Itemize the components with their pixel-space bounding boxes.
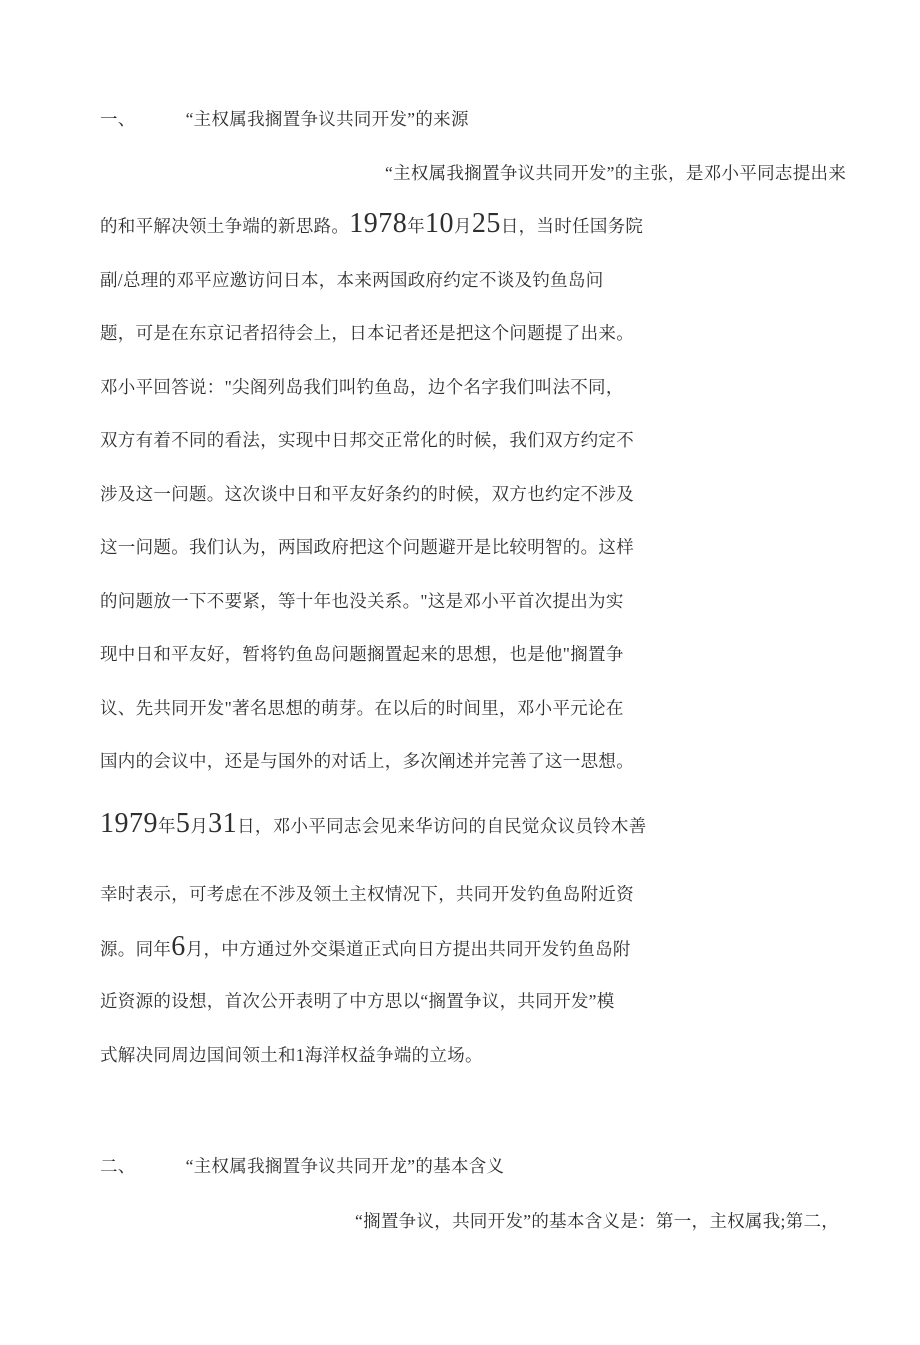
text-segment: 议、先共同开发"著名思想的萌芽。在以后的时间里，邓小平元论在 — [100, 698, 624, 718]
date-number: 10 — [425, 208, 455, 239]
text-segment: 幸时表示，可考虑在不涉及领土主权情况下，共同开发钓鱼岛附近资 — [100, 884, 634, 904]
p1-line-3 — [100, 272, 604, 290]
text-segment: 的问题放一下不要紧，等十年也没关系。"这是邓小平首次提出为实 — [100, 591, 624, 611]
p1-line-6 — [100, 432, 634, 450]
text-segment: 源。同年 — [100, 939, 172, 959]
p1-line-1 — [385, 165, 846, 183]
p1-line-15 — [100, 933, 631, 961]
p1-line-16 — [100, 993, 615, 1011]
text-segment: 年 — [407, 216, 426, 236]
p1-line-17 — [100, 1047, 483, 1065]
text-segment: 题，可是在东京记者招待会上，日本记者还是把这个问题提了出来。 — [100, 323, 634, 343]
p1-line-5 — [100, 379, 624, 397]
text-segment: 月 — [190, 816, 209, 836]
section-1-heading — [100, 111, 469, 129]
p1-line-11 — [100, 700, 624, 718]
p1-line-13 — [100, 810, 647, 838]
p1-line-2 — [100, 210, 643, 238]
text-segment: “主权属我搁置争议共同开发”的主张，是邓小平同志提出来 — [385, 163, 847, 183]
date-number: 5 — [175, 808, 191, 839]
text-segment: 涉及这一问题。这次谈中日和平友好条约的时候，双方也约定不涉及 — [100, 484, 634, 504]
text-segment: “主权属我搁置争议共同开龙”的基本含义 — [185, 1156, 505, 1176]
p1-line-12 — [100, 753, 634, 771]
date-number: 25 — [471, 208, 501, 239]
text-segment: 近资源的设想，首次公开表明了中方思以“搁置争议，共同开发”模 — [100, 991, 615, 1011]
p1-line-10 — [100, 646, 624, 664]
text-segment: 这一问题。我们认为，两国政府把这个问题避开是比较明智的。这样 — [100, 537, 634, 557]
section-2-heading — [100, 1158, 504, 1176]
text-segment: 一、 — [100, 109, 136, 129]
p1-line-9 — [100, 593, 624, 611]
text-segment: 日，当时任国务院 — [500, 216, 644, 236]
p2-line-1 — [355, 1213, 839, 1231]
text-segment: 现中日和平友好，暂将钓鱼岛问题搁置起来的思想，也是他"搁置争 — [100, 644, 624, 664]
date-number: 1979 — [100, 808, 158, 839]
text-segment: “主权属我搁置争议共同开发”的来源 — [185, 109, 469, 129]
text-segment: 月，中方通过外交渠道正式向日方提出共同开发钓鱼岛附 — [185, 939, 631, 959]
p1-line-14 — [100, 886, 634, 904]
text-segment: 的和平解决领土争端的新思路。 — [100, 216, 350, 236]
date-number: 31 — [208, 808, 238, 839]
date-number: 6 — [171, 931, 186, 962]
text-segment: 副/总理的邓平应邀访问日本，本来两国政府约定不谈及钓鱼岛问 — [100, 270, 604, 290]
p1-line-4 — [100, 325, 634, 343]
p1-line-8 — [100, 539, 634, 557]
text-segment: 双方有着不同的看法，实现中日邦交正常化的时候，我们双方约定不 — [100, 430, 634, 450]
text-segment: 式解决同周边国间领土和1海洋权益争端的立场。 — [100, 1045, 483, 1065]
date-number: 1978 — [349, 208, 408, 239]
text-segment: 二、 — [100, 1156, 136, 1176]
text-segment: 年 — [158, 816, 176, 836]
text-segment: 日，邓小平同志会见来华访问的自民觉众议员铃木善 — [237, 816, 647, 836]
text-segment: 月 — [454, 216, 472, 236]
text-segment: 邓小平回答说："尖阁列岛我们叫钓鱼岛，边个名字我们叫法不同， — [100, 377, 624, 397]
p1-line-7 — [100, 486, 634, 504]
text-segment: “搁置争议，共同开发”的基本含义是：第一，主权属我;第二， — [355, 1211, 840, 1231]
text-segment: 国内的会议中，还是与国外的对话上，多次阐述并完善了这一思想。 — [100, 751, 634, 771]
